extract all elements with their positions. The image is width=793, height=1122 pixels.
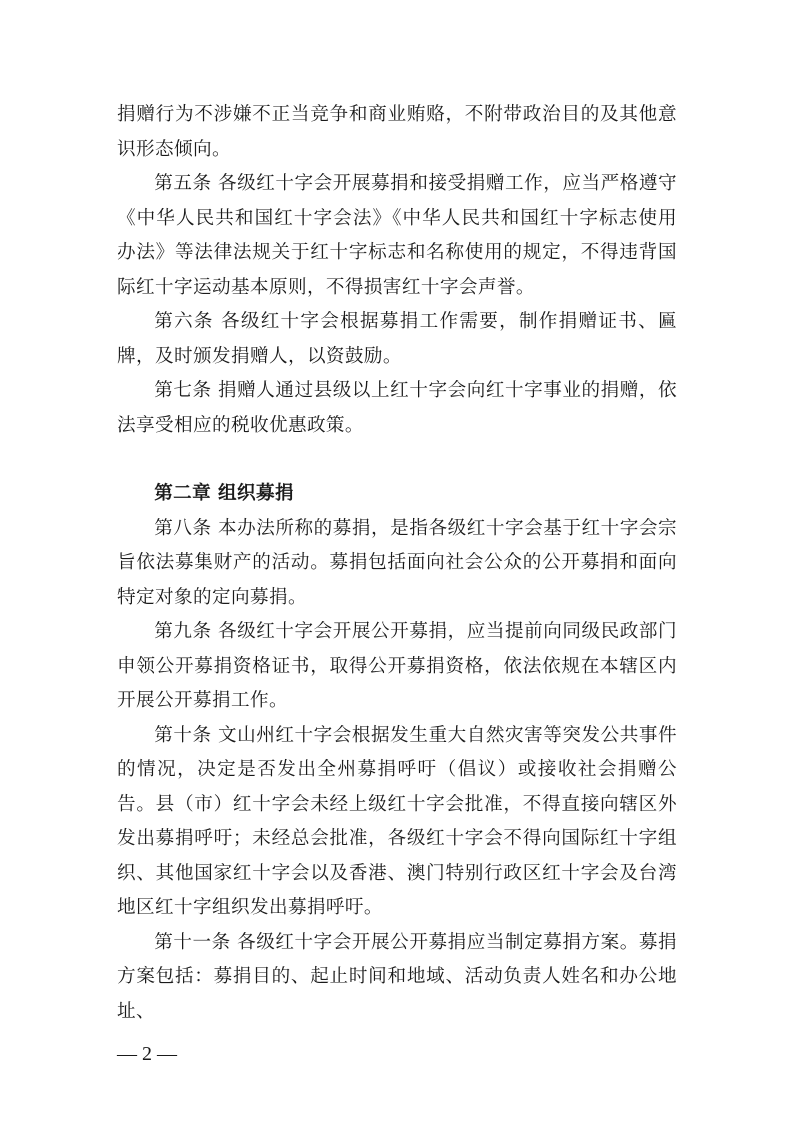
article-7: 第七条 捐赠人通过县级以上红十字会向红十字事业的捐赠，依法享受相应的税收优惠政策。 xyxy=(117,380,677,436)
article-8: 第八条 本办法所称的募捐，是指各级红十字会基于红十字会宗旨依法募集财产的活动。募捐包括面向社会公众的公开募捐和面向特定对象的定向募捐。 xyxy=(117,517,677,608)
chapter-title: 第二章 组织募捐 xyxy=(154,483,295,504)
document-body xyxy=(117,98,677,1029)
page-number: — 2 — xyxy=(117,1043,177,1065)
article-9: 第九条 各级红十字会开展公开募捐，应当提前向同级民政部门申领公开募捐资格证书，取得公开募捐资格，依法依规在本辖区内开展公开募捐工作。 xyxy=(117,621,677,711)
article-6: 第六条 各级红十字会根据募捐工作需要，制作捐赠证书、匾牌，及时颁发捐赠人，以资鼓励。 xyxy=(117,311,677,367)
article-11: 第十一条 各级红十字会开展公开募捐应当制定募捐方案。募捐方案包括：募捐目的、起止时间和地域、活动负责人姓名和办公地址、 xyxy=(117,931,677,1022)
paragraph-continuation: 捐赠行为不涉嫌不正当竞争和商业贿赂，不附带政治目的及其他意识形态倾向。 xyxy=(117,104,677,160)
article-10: 第十条 文山州红十字会根据发生重大自然灾害等突发公共事件的情况，决定是否发出全州募捐呼吁（倡议）或接收社会捐赠公告。县（市）红十字会未经上级红十字会批准，不得直接向辖区外发出募捐呼吁；未经总会批准，各级红十字会不得向国际红十字组织、其他国家红十字会以及香港、澳门特别行政区红十字会及台湾地区红十字组织发出募捐呼吁。 xyxy=(117,724,677,918)
article-5: 第五条 各级红十字会开展募捐和接受捐赠工作，应当严格遵守《中华人民共和国红十字会法》《中华人民共和国红十字标志使用办法》等法律法规关于红十字标志和名称使用的规定，不得违背国际红十字运动基本原则，不得损害红十字会声誉。 xyxy=(117,173,677,298)
